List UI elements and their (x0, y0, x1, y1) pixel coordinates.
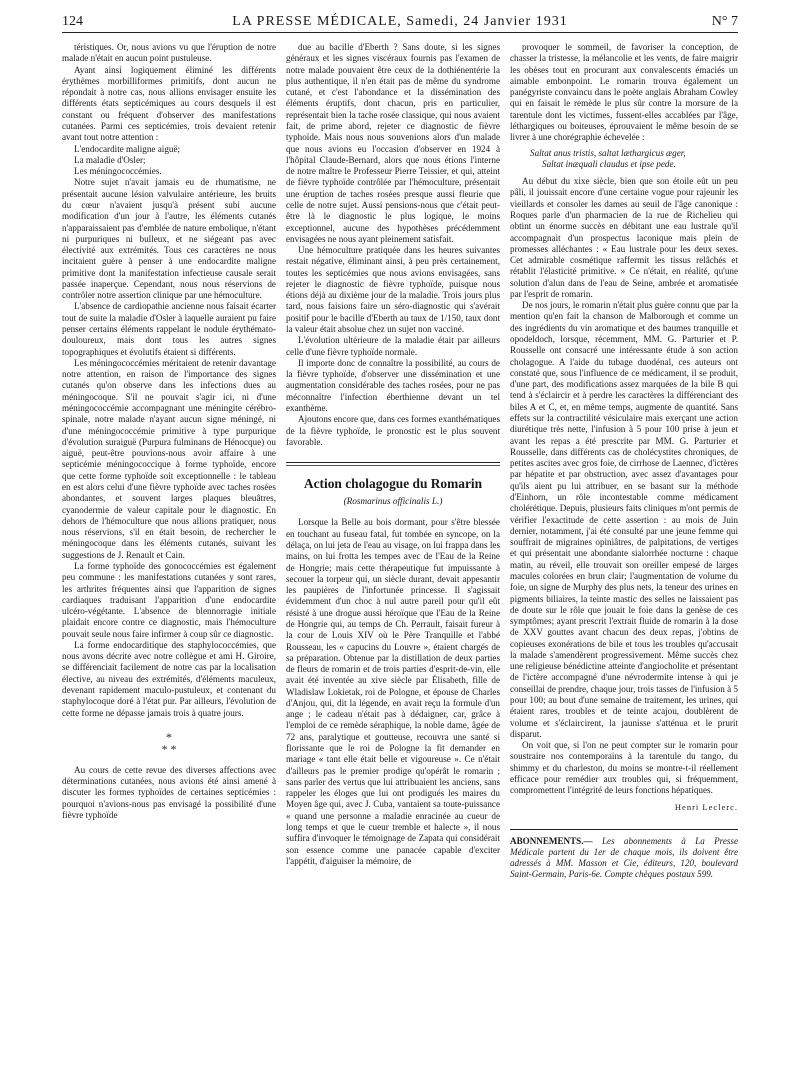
column-1 (62, 42, 276, 821)
paragraph: Une hémoculture pratiquée dans les heures suivantes restait négative, éliminant ainsi, à peu près certainement, toutes les septicémies que nous avions envisagées, sans rejeter le diagnostic de fièvre typhoïde, puisque nous étions déjà au dixième jour de la maladie. Trois jours plus tard, nous faisions faire un séro-diagnostic qui s'avérait positif pour le bacille d'Eberth au taux de 1/150, taux dont la valeur était absolue chez un sujet non vacciné. (286, 245, 500, 335)
section-separator: * * * (161, 729, 177, 756)
journal-title: LA PRESSE MÉDICALE, Samedi, 24 Janvier 1931 (232, 14, 568, 29)
issue-number: N° 7 (711, 14, 738, 29)
column-2 (286, 42, 500, 867)
article-divider-thin (286, 465, 500, 466)
latin-quote (530, 148, 738, 171)
paragraph: Les méningococcémies méritaient de retenir davantage notre attention, en raison de l'importance des signes cutanés qu'on observe dans les infections dues au méningocoque. S'il ne pouvait s'agir ici, ni d'une méningococcémie accompagnant une méningite cérébro-spinale, notre malade n'ayant aucun signe méningé, ni d'une méningococcémie primitive à type purpurique d'évolution suraiguë (Purpura fulminans de Hénocque) ou aiguë, peut-être pouvions-nous avoir affaire à une septicémie méningococcique à forme typhoïde, encore que cette forme typhoïde soit exceptionnelle : le tableau en est alors celui d'une fièvre typhoïde avec taches rosées abondantes, et souvent larges plaques bleuâtres, cyanodermie de valeur capitale pour le diagnostic. En dehors de l'hémoculture que nous allions pratiquer, nous nous réservions, s'il en était besoin, de rechercher le méningocoque dans les éléments cutanés, suivant les suggestions de J. Renault et Cain. (62, 357, 276, 560)
article-divider (286, 462, 500, 463)
page-number: 124 (62, 14, 83, 29)
paragraph: L'absence de cardiopathie ancienne nous faisait écarter tout de suite la maladie d'Osler à laquelle auraient pu faire penser certains éléments rappelant le nodule érythémato-douloureux, mais dont tous les autres signes topographiques et évolutifs étaient si différents. (62, 301, 276, 357)
paragraph: Notre sujet n'avait jamais eu de rhumatisme, ne présentait aucune lésion valvulaire antérieure, les bruits du cœur n'avaient jusqu'à présent subi aucune modification d'un jour à l'autre, les éléments cutanés n'apparaissaient pas d'emblée de nature embolique, n'étant ni purpuriques ni bulleux, et ne siégeant pas avec électivité aux extrémités. Tous ces caractères ne nous incitaient guère à penser à une endocardite maligne primitive dont la manifestation infectieuse causale serait passée inaperçue. Cependant, nous nous réservions de contrôler notre assertion clinique par une hémoculture. (62, 177, 276, 301)
author-signature: Henri Leclerc. (674, 801, 738, 812)
article-subtitle: (Rosmarinus officinalis L.) (343, 496, 443, 507)
paragraph: L'évolution ultérieure de la maladie était par ailleurs celle d'une fièvre typhoïde normale. (286, 335, 500, 357)
paragraph: Il importe donc de connaître la possibilité, au cours de la fièvre typhoïde, d'observer une dissémination et une augmentation considérable des taches rosées, pour ne pas méconnaître l'infection éberthienne devant un tel exanthème. (286, 357, 500, 413)
paragraph: Au début du xixe siècle, bien que son étoile eût un peu pâli, il jouissait encore d'une certaine vogue pour rajeunir les vieillards et consoler les dames au seuil de l'âge canonique : Roques parle d'un pharmacien de la rue de Richelieu qui obtint un énorme succès en débitant une eau lustrale qu'il accompagnait d'un prospectus laconique mais plein de promesses alléchantes : « Eau lustrale pour les deux sexes. Cet admirable cosmétique raffermit les tissus relâchés et rétablit l'élasticité primitive. » Ce n'était, en réalité, qu'une solution d'alun dans de l'eau de Seine, ambrée et aromatisée par l'esprit de romarin. (510, 176, 738, 299)
article-title: Action cholagogue du Romarin (303, 476, 483, 492)
list-item: Les méningococcémies. (74, 166, 162, 177)
list-item: L'endocardite maligne aiguë; (74, 143, 181, 154)
subscription-text: Les abonnements à La Presse Médicale partent du 1er de chaque mois, ils doivent être adressés à MM. Masson et Cie, éditeurs, 120, boulevard Saint-Germain, Paris-6e. Compte chèques postaux 599. (510, 835, 738, 880)
paragraph: On voit que, si l'on ne peut compter sur le romarin pour soustraire nos contemporains à la tarentule du tango, du shimmy et du charleston, du moins se montre-t-il réellement efficace pour remédier aux troubles qui, si fréquemment, compromettent l'intégrité de leurs fonctions hépatiques. (510, 740, 738, 796)
list-item: La maladie d'Osler; (74, 154, 146, 165)
paragraph: Au cours de cette revue des diverses affections avec déterminations cutanées, nous avions été ainsi amené à discuter les formes typhoïdes de certaines septicémies : pourquoi n'avions-nous pas envisagé la possibilité d'une fièvre typhoïde (62, 764, 276, 820)
quote-line: Saltat anus tristis, saltat læthargicus æger, (530, 147, 686, 158)
subscription-label: ABONNEMENTS.— (510, 835, 593, 846)
quote-line: Saltat inæquali claudus et ipse pede. (542, 158, 676, 169)
paragraph: due au bacille d'Eberth ? Sans doute, si les signes généraux et les signes viscéraux fournis pas l'examen de notre malade pouvaient être ceux de la dothiénentérie la plus authentique, il n'en était pas de même du syndrome cutané, et c'est l'abondance et la dissémination des éléments éruptifs, dont chacun, pris en particulier, représentait bien la tache rosée classique, qui nous avaient fait, de prime abord, rejeter ce diagnostic de fièvre typhoïde. Mais nous nous souvenions alors d'un malade que nous avions eu l'occasion d'observer en 1924 à l'hôpital Claude-Bernard, alors que nous étions l'interne de notre maître le Professeur Pierre Teissier, et qui, atteint de fièvre typhoïde contrôlée par l'hémoculture, présentait une éruption de taches rosées presque aussi fleurie que celle de notre sujet. Aussi pensions-nous que c'était peut-être là le diagnostic le plus logique, le moins exceptionnel, aucune des hypothèses précédemment envisagées ne nous ayant pleinement satisfait. (286, 42, 500, 244)
subscription-notice (510, 829, 738, 881)
paragraph: La forme typhoïde des gonococcémies est également peu commune : les manifestations cutanées y sont rares, les arthrites fréquentes ainsi que l'apparition de signes cardiaques traduisant l'apparition d'une endocardite ulcéro-végétante. L'absence de blennorragie initiale plaidait encore contre ce diagnostic, mais l'hémoculture pouvait seule nous faire infirmer à coup sûr ce diagnostic. (62, 560, 276, 639)
column-3 (510, 42, 738, 881)
paragraph: La forme endocarditique des staphylococcémies, que nous avons décrite avec notre collègue et ami H. Giroire, se différenciait facilement de notre cas par la localisation élective, au niveau des extrémités, d'éléments maculeux, devenant rapidement maculo-pustuleux, et contenant du staphylocoque doré à l'état pur. Par ailleurs, l'évolution de cette forme ne dépasse jamais trois à quatre jours. (62, 639, 276, 718)
paragraph: Lorsque la Belle au bois dormant, pour s'être blessée en touchant au fuseau fatal, fut tombée en syncope, on la délaça, on lui jeta de l'eau au visage, on lui frappa dans les mains, on lui frotta les tempes avec de l'Eau de la Reine de Hongrie; mais cette thérapeutique fut impuissante à secouer la torpeur qui, un siècle durant, devait appesantir les paupières de l'infortunée princesse. Il s'agissait évidemment d'un choc à nul autre pareil pour qu'il eût résisté à une drogue aussi héroïque que l'Eau de la Reine de Hongrie qui, au temps de Ch. Perrault, faisait fureur à la cour de Louis XIV où le Père Tranquille et l'abbé Rousseau, les « capucins du Louvre », étaient chargés de sa préparation. Obtenue par la distillation de deux parties de fleurs de romarin et de trois parties d'esprit-de-vin, elle avait été inventée au xive siècle par Élisabeth, fille de Wladislaw Lokietak, roi de Pologne, et épouse de Charles d'Anjou, qui, dit la légende, en avait reçu la formule d'un ange ; le cadeau n'était pas à dédaigner, car, grâce à l'emploi de ce remède séraphique, la noble dame, âgée de 72 ans, paralytique et goutteuse, recouvra une santé si florissante que le roi de Pologne la fit demander en mariage « tant elle était belle et vigoureuse ». Ce n'était d'ailleurs pas le premier prodige qu'opérât le romarin ; sans parler des vertus que lui attribuaient les anciens, sans rappeler les éloges que lui ont prodigués les maires du Moyen âge qui, avec J. Cuba, vantaient sa toute-puissance « quand une personne a maladie enracinée au cueur de long temps et que le cueur tremble et halecte », il nous suffira d'invoquer le témoignage de Zapata qui considérait son essence comme une panacée capable d'exciter l'appétit, d'aiguiser la mémoire, de (286, 517, 500, 866)
paragraph: téristiques. Or, nous avions vu que l'éruption de notre malade n'était en aucun point pustuleuse. (62, 42, 276, 64)
page-header (62, 14, 738, 33)
paragraph: Ajoutons encore que, dans ces formes exanthématiques de la fièvre typhoïde, le pronostic est le plus souvent favorable. (286, 414, 500, 447)
paragraph: De nos jours, le romarin n'était plus guère connu que par la mention qu'en fait la chanson de Malborough et comme un des ingrédients du vin aromatique et des baumes tranquille et opodeldoch, lorsque, récemment, MM. G. Parturier et P. Rousselle ont consacré une intéressante étude à son action cholagogue. A l'aide du tubage duodénal, ces auteurs ont constaté que, sous l'influence de ce médicament, il se produit, d'une part, des modifications assez marquées de la bile B qui tend à s'éclaircir et à perdre les caractères la différenciant des biles A et C, et, en même temps, augmente de quantité. Sans effets sur la contractilité vésiculaire mais exerçant une action diurétique très nette, l'infusion à 5 pour 100 prise à jeun et avant les repas a été prescrite par MM. G. Parturier et Rousselle, dans différents cas de cholécystites chroniques, de petites ascites avec gros foie, de cirrhose de Laennec, d'ictères par hépatite et par obstruction, avec assez d'avantages pour qu'ils aient pu lui attribuer, en se basant sur la méthode d'Einhorn, un rôle incontestable comme médicament cholérétique. Depuis, plusieurs faits cliniques m'ont permis de vérifier l'exactitude de cette assertion : au mois de Juin dernier, notamment, j'ai été consulté par une jeune femme qui souffrait de migraines opiniâtres, de palpitations, de vertiges et qui présentait une abondante sialorrhée nocturne : chaque matin, au réveil, elle trouvait son oreiller empesé de larges macules colorées en brun clair; l'augmentation de volume du foie, un signe de Murphy des plus nets, la teneur des urines en pigments biliaires, la teinte mastic des selles ne laissaient pas de doute sur le rôle que jouait le foie dans la genèse de ces symptômes; ayant prescrit l'extrait fluide de romarin à la dose de XXV gouttes avant chacun des deux repas, j'obtins de copieuses exonérations de bile et tous les troubles qu'accusait la malade s'amendèrent progressivement. Même succès chez une religieuse bénédictine atteinte d'angiocholite et présentant de l'ictère accompagné d'une névrodermite intense à qui je conseillai de prendre, chaque jour, trois tasses de l'infusion à 5 pour 100; au bout d'une semaine de traitement, les urines, qui étaient rares, troubles et de teinte acajou, doublèrent de volume et s'éclaircirent, la jaunisse s'atténua et le prurit disparut. (510, 300, 738, 739)
paragraph: provoquer le sommeil, de favoriser la conception, de chasser la tristesse, la mélancolie et les vents, de faire maigrir les obèses tout en procurant aux convalescents émaciés un aimable embonpoint. Le romarin trouva également un panégyriste convaincu dans le poète anglais Abraham Cowley qui en faisait le remède le plus sûr contre la morsure de la tarentule dont les victimes, fussent-elles accablées par l'âge, léthargiques ou boiteuses, éprouvaient le même besoin de se livrer à une chorégraphie échevelée : (510, 42, 738, 143)
paragraph: Ayant ainsi logiquement éliminé les différents érythèmes morbilliformes primitifs, dont aucun ne répondait à notre cas, nous allions envisager ensuite les différents états septicémiques au cours desquels il est constant ou fréquent d'observer des manifestations cutanées. Parmi ces septicémies, trois devaient retenir avant tout notre attention : (62, 64, 276, 143)
